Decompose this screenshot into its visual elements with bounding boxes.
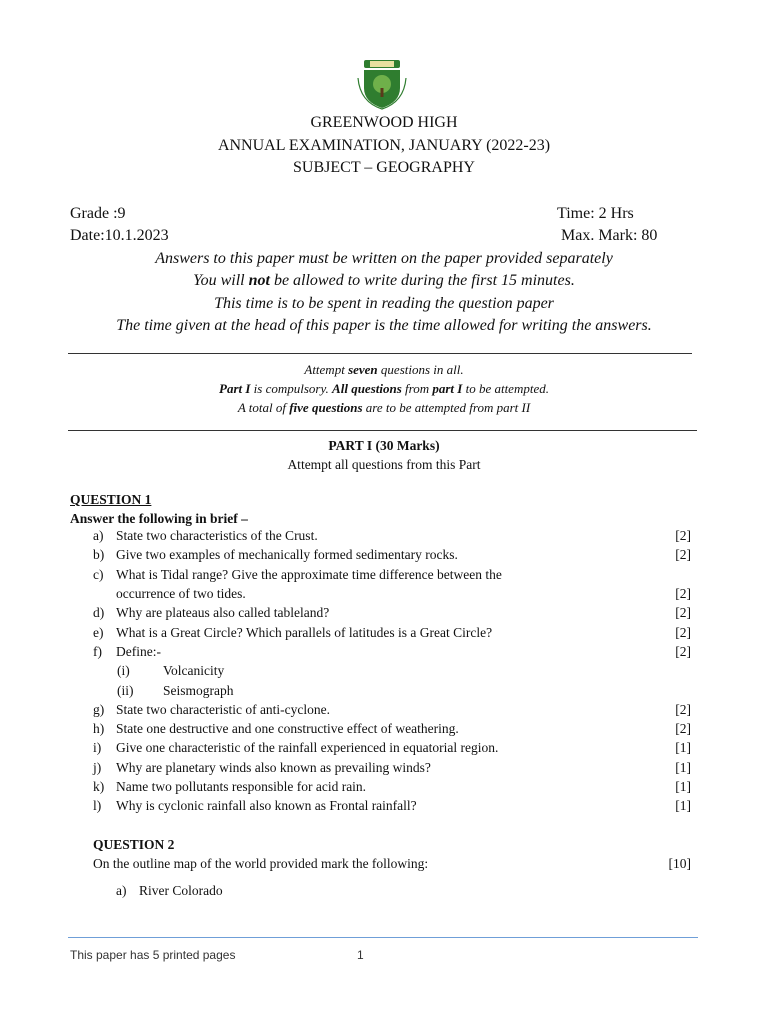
question-1-lead: Answer the following in brief –	[70, 511, 248, 526]
subject-title: SUBJECT – GEOGRAPHY	[293, 159, 475, 176]
exam-title: ANNUAL EXAMINATION, JANUARY (2022-23)	[217, 137, 551, 154]
question-1-heading: QUESTION 1	[70, 492, 152, 507]
page-number: 1	[357, 948, 364, 962]
instruction-2: You will not be allowed to write during the first 15 minutes.	[193, 272, 575, 289]
school-name: GREENWOOD HIGH	[310, 114, 458, 131]
instruction-4: The time given at the head of this paper is the time allowed for writing the answers.	[116, 317, 652, 334]
part-1-subtitle: Attempt all questions from this Part	[287, 457, 481, 472]
footer-divider	[68, 937, 698, 938]
attempt-line-2: Part I is compulsory. All questions from part I to be attempted.	[219, 381, 549, 396]
attempt-line-3: A total of five questions are to be attempted from part II	[237, 400, 531, 415]
attempt-line-1: Attempt seven questions in all.	[304, 362, 464, 377]
max-mark: Max. Mark: 80	[561, 227, 658, 244]
exam-date: Date:10.1.2023	[70, 227, 169, 244]
instruction-1: Answers to this paper must be written on the paper provided separately	[155, 250, 613, 267]
school-logo	[354, 58, 410, 110]
time-allowed: Time: 2 Hrs	[557, 205, 634, 222]
question-2-heading: QUESTION 2	[93, 837, 175, 852]
part-1-title: PART I (30 Marks)	[328, 438, 440, 453]
footer-pages-note: This paper has 5 printed pages	[70, 948, 236, 962]
instruction-3: This time is to be spent in reading the question paper	[214, 295, 554, 312]
divider	[68, 353, 692, 354]
divider	[68, 430, 697, 431]
grade: Grade :9	[70, 205, 126, 222]
